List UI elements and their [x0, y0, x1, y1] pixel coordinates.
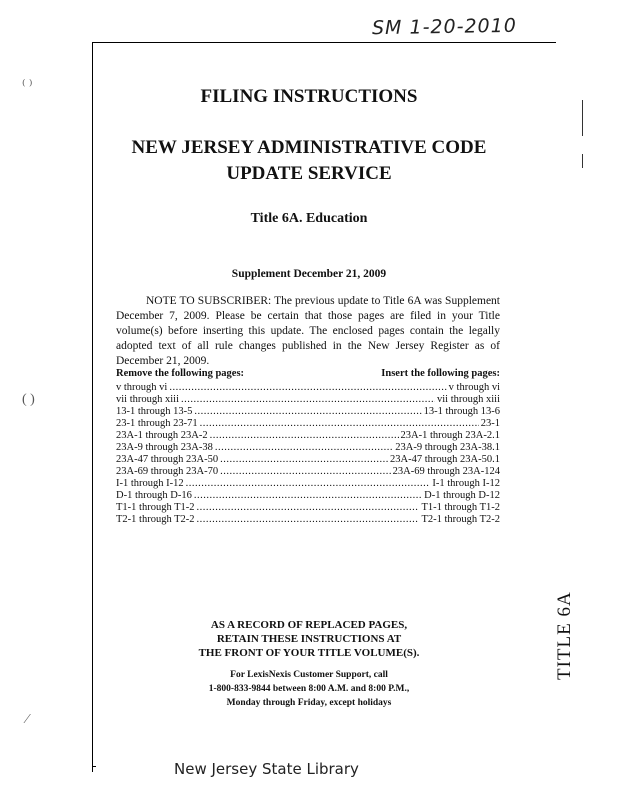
pages-table-row: [116, 514, 500, 526]
insert-pages: D-1 through D-12: [424, 490, 500, 501]
pages-table: [116, 368, 500, 526]
insert-pages: I-1 through I-12: [432, 478, 500, 489]
pages-table-row: [116, 430, 500, 442]
punch-hole-mark: ⁄: [26, 712, 29, 727]
leader-dots: [200, 418, 479, 430]
supplement-date: Supplement December 21, 2009: [231, 268, 387, 280]
leader-dots: [181, 394, 435, 406]
pages-table-row: [116, 454, 500, 466]
record-line: THE FRONT OF YOUR TITLE VOLUME(S).: [198, 647, 420, 659]
leader-dots: [169, 382, 446, 394]
pages-table-row: [116, 502, 500, 514]
pages-table-row: [116, 406, 500, 418]
leader-dots: [220, 466, 391, 478]
pages-table-header: [116, 368, 500, 382]
insert-pages: 23A-47 through 23A-50.1: [390, 454, 500, 465]
insert-pages: 23A-69 through 23A-124: [392, 466, 500, 477]
code-title: [0, 135, 618, 187]
page-title: FILING INSTRUCTIONS: [200, 86, 418, 107]
record-instructions: [0, 618, 618, 660]
pages-table-row: [116, 394, 500, 406]
title-tab-label: TITLE 6A: [554, 591, 575, 680]
page-border-tick: [92, 766, 96, 767]
insert-pages: v through vi: [448, 382, 500, 393]
pages-table-row: [116, 478, 500, 490]
punch-hole-mark: ( ): [22, 392, 35, 407]
insert-pages: vii through xiii: [437, 394, 500, 405]
support-line: 1-800-833-9844 between 8:00 A.M. and 8:00 P.M.,: [208, 684, 410, 694]
remove-header: Remove the following pages:: [116, 368, 245, 379]
insert-header: Insert the following pages:: [381, 368, 500, 379]
remove-pages: 23-1 through 23-71: [116, 418, 198, 429]
leader-dots: [186, 478, 431, 490]
punch-hole-mark: ⁽ ⁾: [22, 79, 33, 94]
insert-pages: 23A-1 through 23A-2.1: [400, 430, 500, 441]
remove-pages: D-1 through D-16: [116, 490, 192, 501]
remove-pages: v through vi: [116, 382, 168, 393]
pages-table-row: [116, 490, 500, 502]
remove-pages: 23A-47 through 23A-50: [116, 454, 219, 465]
code-title-line: NEW JERSEY ADMINISTRATIVE CODE: [131, 137, 487, 158]
leader-dots: [215, 442, 393, 454]
insert-pages: T2-1 through T2-2: [421, 514, 500, 525]
remove-pages: 23A-9 through 23A-38: [116, 442, 213, 453]
code-title-line: UPDATE SERVICE: [226, 163, 392, 184]
pages-table-row: [116, 466, 500, 478]
remove-pages: T2-1 through T2-2: [116, 514, 195, 525]
title-name: Title 6A. Education: [250, 211, 368, 226]
pages-table-row: [116, 418, 500, 430]
remove-pages: vii through xiii: [116, 394, 179, 405]
remove-pages: 13-1 through 13-5: [116, 406, 193, 417]
remove-pages: I-1 through I-12: [116, 478, 184, 489]
insert-pages: T1-1 through T1-2: [421, 502, 500, 513]
pages-table-row: [116, 442, 500, 454]
insert-pages: 23A-9 through 23A-38.1: [395, 442, 500, 453]
record-line: RETAIN THESE INSTRUCTIONS AT: [216, 633, 402, 645]
customer-support: [0, 668, 618, 710]
support-line: For LexisNexis Customer Support, call: [230, 670, 388, 680]
library-stamp: New Jersey State Library: [174, 760, 359, 778]
insert-pages: 23-1: [480, 418, 500, 429]
remove-pages: 23A-1 through 23A-2: [116, 430, 208, 441]
leader-dots: [220, 454, 388, 466]
insert-pages: 13-1 through 13-6: [423, 406, 500, 417]
pages-table-row: [116, 382, 500, 394]
leader-dots: [197, 514, 420, 526]
support-line: Monday through Friday, except holidays: [226, 698, 392, 708]
leader-dots: [194, 406, 421, 418]
leader-dots: [210, 430, 399, 442]
record-line: AS A RECORD OF REPLACED PAGES,: [210, 619, 408, 631]
subscriber-note: NOTE TO SUBSCRIBER: The previous update to Title 6A was Supplement December 7, 2009. Please be certain that those pages are filed in your Title volume(s) before inserting this update. The enclosed pages contain the legally adopted text of all rule changes published in the New Jersey Register as of December 21, 2009.: [116, 295, 500, 367]
leader-dots: [197, 502, 420, 514]
remove-pages: 23A-69 through 23A-70: [116, 466, 219, 477]
handwritten-date-note: SM 1-20-2010: [371, 14, 518, 40]
remove-pages: T1-1 through T1-2: [116, 502, 195, 513]
page-border-top: [92, 42, 556, 43]
leader-dots: [194, 490, 422, 502]
